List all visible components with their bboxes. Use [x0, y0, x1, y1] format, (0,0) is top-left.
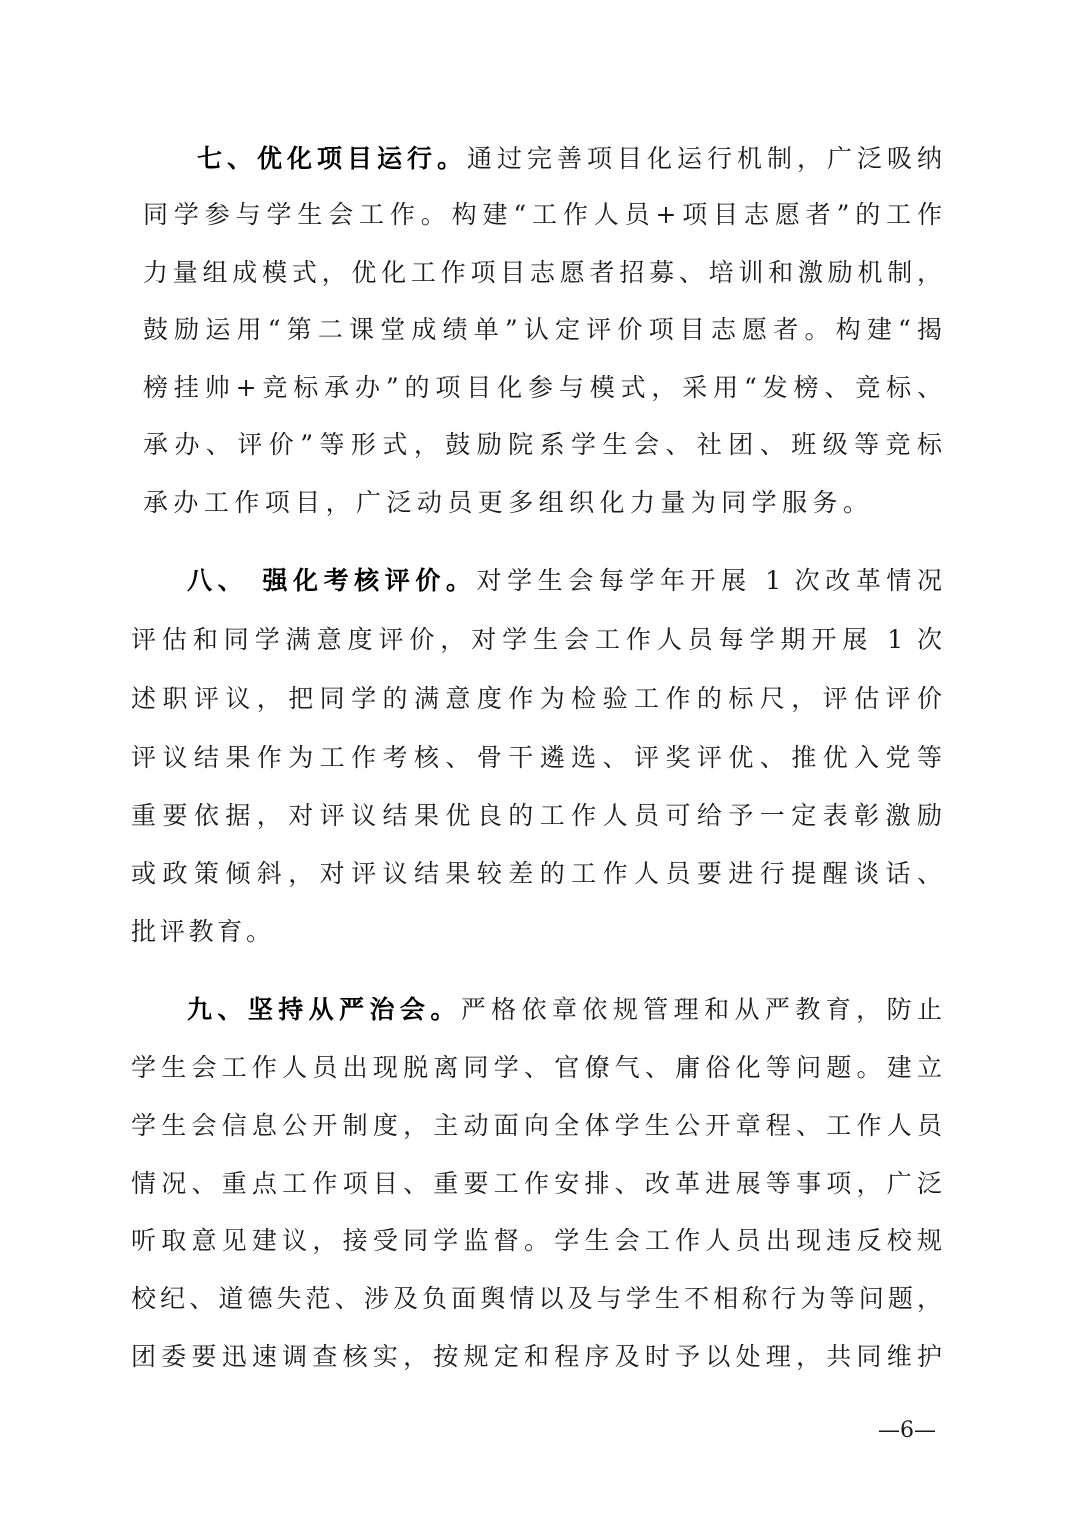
paragraph-line: 或政策倾斜，对评议结果较差的工作人员要进行提醒谈话、: [131, 859, 942, 888]
paragraph-line: 鼓励运用“第二课堂成绩单”认定评价项目志愿者。构建“揭: [143, 315, 942, 344]
page-number: —6—: [878, 1418, 936, 1443]
paragraph-line: [187, 566, 942, 596]
paragraph-line: 承办、评价”等形式，鼓励院系学生会、社团、班级等竞标: [143, 430, 942, 459]
paragraph-line: 评议结果作为工作考核、骨干遴选、评奖评优、推优入党等: [131, 743, 942, 772]
paragraph-line: 学生会信息公开制度，主动面向全体学生公开章程、工作人员: [131, 1111, 942, 1140]
paragraph-line: 团委要迅速调查核实，按规定和程序及时予以处理，共同维护: [131, 1342, 942, 1371]
paragraph-line: 情况、重点工作项目、重要工作安排、改革进展等事项，广泛: [131, 1169, 942, 1198]
paragraph-line: 力量组成模式，优化工作项目志愿者招募、培训和激励机制，: [143, 258, 942, 287]
paragraph-line: 学生会工作人员出现脱离同学、官僚气、庸俗化等问题。建立: [131, 1053, 942, 1082]
paragraph-line: 榜挂帅+竞标承办”的项目化参与模式，采用“发榜、竞标、: [143, 373, 942, 402]
paragraph-line: 重要依据，对评议结果优良的工作人员可给予一定表彰激励: [131, 801, 942, 830]
paragraph-line: 听取意见建议，接受同学监督。学生会工作人员出现违反校规: [131, 1226, 942, 1255]
section-heading: 八、 强化考核评价。: [187, 566, 477, 595]
paragraph-line: [197, 144, 942, 174]
section-heading: 九、坚持从严治会。: [187, 995, 461, 1024]
paragraph-line: 校纪、道德失范、涉及负面舆情以及与学生不相称行为等问题，: [131, 1284, 942, 1313]
paragraph-line: 承办工作项目，广泛动员更多组织化力量为同学服务。: [143, 488, 868, 517]
section-heading: 七、优化项目运行。: [197, 144, 467, 173]
paragraph-text: 对学生会每学年开展 1 次改革情况: [476, 566, 942, 595]
paragraph-line: 评估和同学满意度评价，对学生会工作人员每学期开展 1 次: [131, 625, 942, 654]
paragraph-line: [187, 995, 942, 1025]
paragraph-line: 述职评议，把同学的满意度作为检验工作的标尺，评估评价: [131, 684, 942, 713]
paragraph-line: 批评教育。: [131, 917, 271, 946]
paragraph-text: 通过完善项目化运行机制，广泛吸纳: [467, 144, 942, 173]
paragraph-line: 同学参与学生会工作。构建“工作人员+项目志愿者”的工作: [143, 200, 942, 229]
paragraph-text: 严格依章依规管理和从严教育，防止: [460, 995, 942, 1024]
